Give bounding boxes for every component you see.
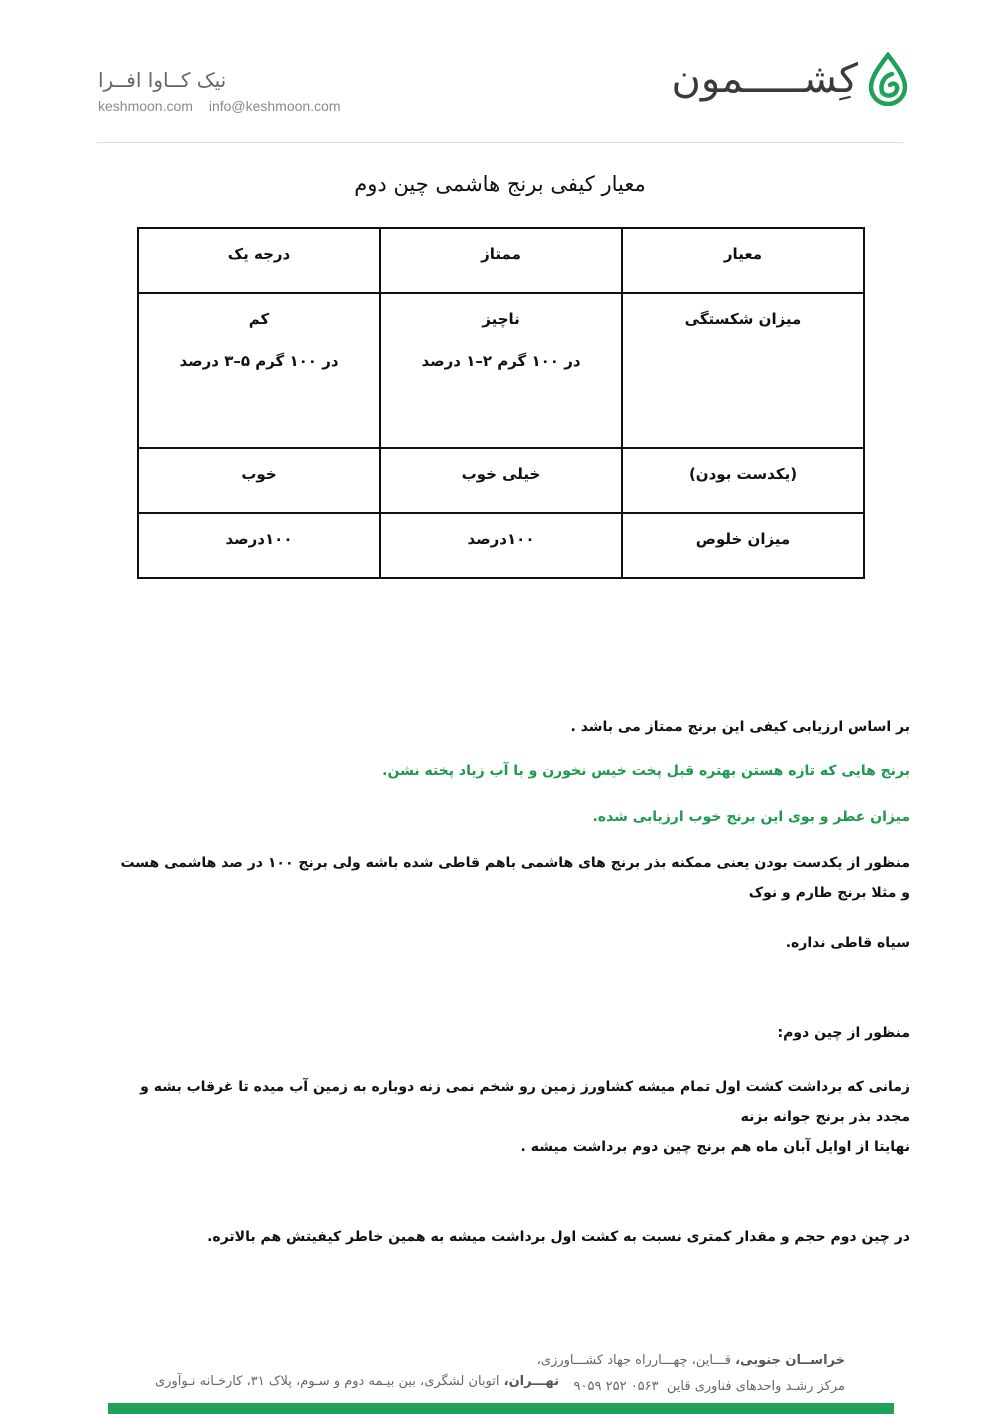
- note-paragraph-green: برنج هایی که تازه هستن بهتره قبل پخت خیس نخورن و با آب زیاد پخته نشن.: [382, 763, 910, 779]
- row-label: (یکدست بودن): [622, 448, 864, 513]
- grade-one-detail: در ۱۰۰ گرم ۵–۳ درصد: [179, 352, 339, 370]
- quality-table: [137, 227, 865, 579]
- premium-value: ۱۰۰درصد: [380, 513, 622, 578]
- table-header-row: [138, 228, 864, 293]
- footer-center-line: [537, 1374, 845, 1400]
- note-paragraph-green: میزان عطر و بوی این برنج خوب ارزیابی شده.: [592, 809, 910, 825]
- contact-line: [98, 98, 398, 114]
- footer-center: مرکز رشـد واحدهای فناوری قاین: [666, 1379, 845, 1394]
- website-link[interactable]: keshmoon.com: [98, 98, 193, 114]
- footer-address: [537, 1348, 845, 1400]
- footer-tehran: [155, 1374, 559, 1389]
- company-contact: [98, 68, 398, 114]
- premium-value: خیلی خوب: [380, 448, 622, 513]
- table-row: [138, 513, 864, 578]
- header-premium: ممتاز: [380, 228, 622, 293]
- note-paragraph: زمانی که برداشت کشت اول تمام میشه کشاورز زمین رو شخم نمی زنه دوباره به زمین آب میده تا غرقاب بشه و مجدد بذر برنج جوانه بزنه: [140, 1079, 910, 1125]
- brand-logo: [672, 52, 908, 106]
- grade-one-cell: [138, 293, 380, 448]
- header-grade-one: درجه یک: [138, 228, 380, 293]
- note-paragraph-cont: نهایتا از اوایل آبان ماه هم برنج چین دوم برداشت میشه .: [520, 1139, 910, 1155]
- footer-accent-bar: [108, 1403, 894, 1414]
- grade-one-value: کم: [248, 310, 270, 328]
- note-paragraph: منظور از یکدست بودن یعنی ممکنه بذر برنج های هاشمی باهم قاطی شده باشه ولی برنج ۱۰۰ در صد هاشمی هست و مثلا برنج طارم و نوک: [120, 855, 910, 901]
- row-label: میزان خلوص: [622, 513, 864, 578]
- footer-address-line: [537, 1348, 845, 1374]
- note-paragraph: بر اساس ارزیابی کیفی این برنج ممتاز می باشد .: [570, 719, 910, 735]
- footer-phone: ۰۵۶۳ ۲۵۲ ۹۰۵۹: [573, 1379, 659, 1394]
- page-title: معیار کیفی برنج هاشمی چین دوم: [354, 172, 646, 196]
- footer-region: خراســان جنوبی،: [735, 1353, 845, 1368]
- notes-body: [108, 712, 910, 1252]
- premium-detail: در ۱۰۰ گرم ۲–۱ درصد: [421, 352, 581, 370]
- premium-value: ناچیز: [482, 310, 520, 328]
- premium-cell: [380, 293, 622, 448]
- note-paragraph-cont: سیاه قاطی نداره.: [785, 935, 910, 951]
- header-divider: [97, 142, 903, 143]
- note-paragraph: در چین دوم حجم و مقدار کمتری نسبت به کشت اول برداشت میشه به همین خاطر کیفیتش هم بالاتره.: [207, 1229, 910, 1245]
- grade-one-value: خوب: [138, 448, 380, 513]
- drop-logo-icon: [868, 52, 908, 106]
- footer-tehran-address: اتوبان لشگری، بین بیـمه دوم و سـوم، پلاک ۳۱، کارخـانه نـوآوری: [155, 1374, 504, 1389]
- footer-tehran-label: تهـــران،: [503, 1374, 560, 1389]
- grade-one-value: ۱۰۰درصد: [138, 513, 380, 578]
- email-link[interactable]: info@keshmoon.com: [208, 98, 341, 114]
- table-row: [138, 448, 864, 513]
- row-label: میزان شکستگی: [622, 293, 864, 448]
- note-heading: منظور از چین دوم:: [777, 1025, 910, 1041]
- header-criterion: معیار: [622, 228, 864, 293]
- table-row: [138, 293, 864, 448]
- company-name: نیک کــاوا افــرا: [98, 68, 227, 92]
- footer-address-rest: قـــاین، چهـــارراه جهاد کشـــاورزی،: [536, 1353, 736, 1368]
- brand-name: کِشـــــمون: [671, 56, 858, 102]
